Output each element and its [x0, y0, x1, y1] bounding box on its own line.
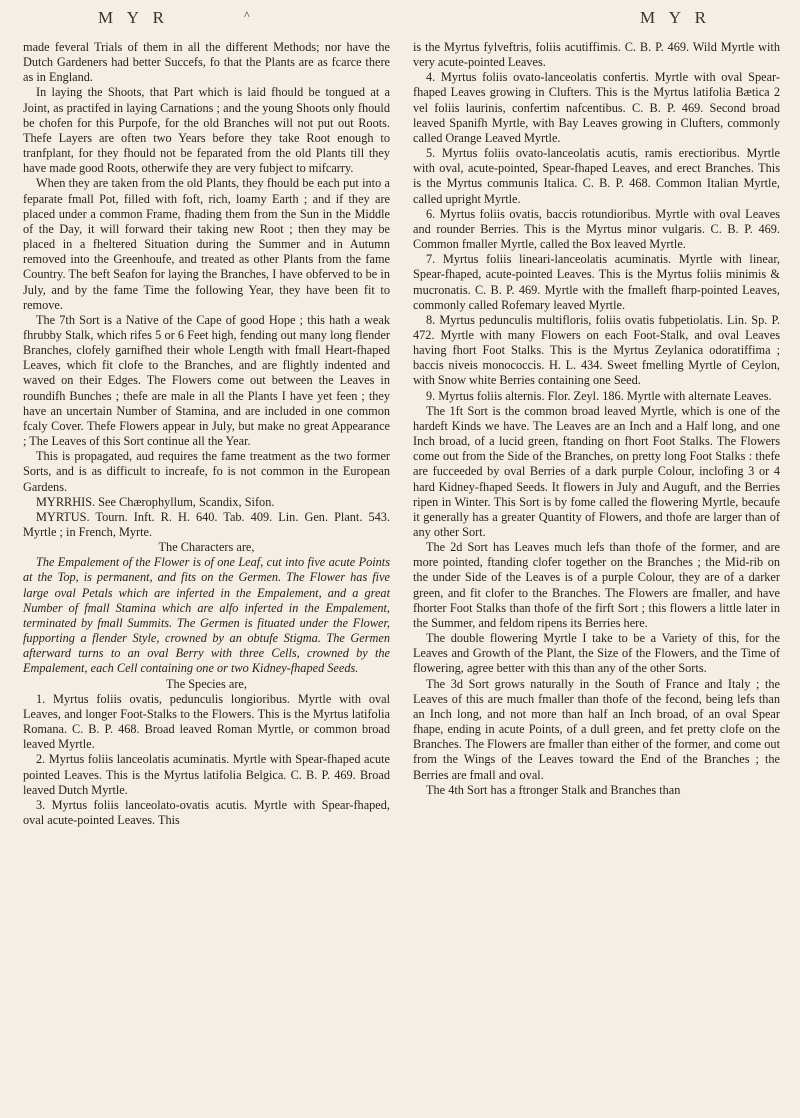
paragraph: The 1ft Sort is the common broad leaved Myrtle, which is one of the hardeft Kinds we have. The Leaves are an Inch and a Half long, and one Inch broad, of a lucid green, ftanding on fhort Foot Stalks. The Flowers come out from the Side of the Branches, on pretty long Foot Stalks : thefe are fucceeded by oval Berries of a dark purple Colour, inclofing 3 or 4 hard Kidney-fhaped Seeds. It flowers in July and Auguft, and the Berries ripen in Winter. This Sort is by fome called the flowering Myrtle, becaufe it generally has a greater Quantity of Flowers, and thofe are larger than of any other Sort. — [413, 403, 780, 539]
cross-reference-entry: MYRRHIS. See Chærophyllum, Scandix, Sifon. — [36, 494, 275, 509]
characters-description: The Empalement of the Flower is of one Leaf, cut into five acute Points at the Top, is permanent, and fits on the Germen. The Flower has five large oval Petals which are inferted in the Empalement, and a great Number of fmall Stamina which are alfo inferted in the Empalement, terminated by fmall Summits. The Germen is fituated under the Flower, fupporting a flender Style, crowned by an obtufe Stigma. The Germen afterward turns to an oval Berry with three Cells, crowned by the Empalement, each Cell containing one or two Kidney-fhaped Seeds. — [23, 555, 390, 676]
paragraph: When they are taken from the old Plants, they fhould be each put into a feparate fmall Pot, filled with foft, rich, loamy Earth ; and if they are placed under a common Frame, fhading them from the Sun in the Middle of the Day, it will forward their taking new Root ; then they may be placed in a fheltered Situation during the Summer and in Autumn removed into the Greenhoufe, and treated as other Plants from the fame Country. The beft Seafon for laying the Branches, I have obferved to be in July, and by the fame Time the following Year, they have been fit to remove. — [23, 176, 390, 312]
species-entry: 2. Myrtus foliis lanceolatis acuminatis. Myrtle with Spear-fhaped acute pointed Leaves. This is the Myrtus latifolia Belgica. C. B. P. 469. Broad leaved Dutch Myrtle. — [23, 752, 390, 797]
header-mark: ^ — [244, 8, 250, 22]
left-column — [23, 40, 390, 828]
species-entry: 5. Myrtus foliis ovato-lanceolatis acutis, ramis erectioribus. Myrtle with oval, acute-pointed, Spear-fhaped Leaves, and erect Branches. This is the Myrtus communis Italica. C. B. P. 468. Common Italian Myrtle, called upright Myrtle. — [413, 146, 780, 206]
species-entry: 9. Myrtus foliis alternis. Flor. Zeyl. 186. Myrtle with alternate Leaves. — [426, 388, 772, 403]
species-heading: The Species are, — [166, 676, 247, 691]
characters-heading: The Characters are, — [158, 540, 255, 555]
header-right-word: M Y R — [640, 8, 711, 27]
species-entry: 6. Myrtus foliis ovatis, baccis rotundioribus. Myrtle with oval Leaves and rounder Berries. This is the Myrtus minor vulgaris. C. B. P. 469. Common fmaller Myrtle, called the Box leaved Myrtle. — [413, 206, 780, 252]
right-column — [413, 40, 780, 798]
paragraph: The double flowering Myrtle I take to be a Variety of this, for the Leaves and Growth of the Plant, the Size of the Flowers, and the Time of flowering, agree better with this than any of the other Sorts. — [413, 631, 780, 676]
species-entry: 7. Myrtus foliis lineari-lanceolatis acuminatis. Myrtle with linear, Spear-fhaped, acute-pointed Leaves. This is the Myrtus foliis minimis & mucronatis. C. B. P. 469. Myrtle with the fmalleft fharp-pointed Leaves, commonly called Rofemary leaved Myrtle. — [413, 252, 780, 312]
species-entry: 1. Myrtus foliis ovatis, pedunculis longioribus. Myrtle with oval Leaves, and longer Foot-Stalks to the Flowers. This is the Myrtus latifolia Romana. C. B. P. 468. Broad leaved Roman Myrtle, or common broad leaved Myrtle. — [23, 691, 390, 752]
header-left-word: M Y R — [98, 8, 169, 27]
paragraph: This is propagated, aud requires the fame treatment as the two former Sorts, and is as difficult to increafe, fo is not common in the European Gardens. — [23, 449, 390, 494]
running-header — [0, 8, 800, 30]
species-entry: 8. Myrtus pedunculis multifloris, foliis ovatis fubpetiolatis. Lin. Sp. P. 472. Myrtle with many Flowers on each Foot-Stalk, and oval Leaves having fhort Foot Stalks. This is the Myrtus Zeylanica odoratiffima ; baccis niveis monococcis. H. L. 434. Sweet fmelling Myrtle of Ceylon, with Snow white Berries containing one Seed. — [413, 312, 780, 388]
paragraph: In laying the Shoots, that Part which is laid fhould be tongued at a Joint, as practifed in laying Carnations ; and the young Shoots only fhould be chofen for this Purpofe, for the old Branches will not put out Roots. Thefe Layers are often two Years before they take Root enough to tranfplant, for they fhould not be feparated from the old Plants till they have made good Roots, otherwife they are very fubject to mifcarry. — [23, 85, 390, 176]
species-entry: 3. Myrtus foliis lanceolato-ovatis acutis. Myrtle with Spear-fhaped, oval acute-pointed Leaves. This — [23, 797, 390, 827]
genus-heading-entry: MYRTUS. Tourn. Inft. R. H. 640. Tab. 409. Lin. Gen. Plant. 543. Myrtle ; in French, Myrte. — [23, 509, 390, 539]
species-entry: 4. Myrtus foliis ovato-lanceolatis confertis. Myrtle with oval Spear-fhaped Leaves growing in Clufters. This is the Myrtus latifolia Bætica 2 vel foliis laurinis, confertim nafcentibus. C. B. P. 469. Second broad leaved Spanifh Myrtle, with Bay Leaves growing in Clufters, commonly called Orange Leaved Myrtle. — [413, 70, 780, 145]
paragraph: is the Myrtus fylveftris, foliis acutiffimis. C. B. P. 469. Wild Myrtle with very acute-pointed Leaves. — [413, 40, 780, 70]
paragraph: The 7th Sort is a Native of the Cape of good Hope ; this hath a weak fhrubby Stalk, which rifes 5 or 6 Feet high, fending out many long flender Branches, clofely garnifhed their whole Length with fmall Heart-fhaped Leaves, which fit clofe to the Branches, and are flightly indented and waved on their Edges. The Flowers come out between the Leaves in roundifh Bunches ; thefe are male in all the Plants I have yet feen ; they have an uncertain Number of Stamina, and are included in one common fcaly Cover. Thefe Flowers appear in July, but make no great Appearance ; The Leaves of this Sort continue all the Year. — [23, 312, 390, 449]
paragraph: The 4th Sort has a ftronger Stalk and Branches than — [426, 782, 681, 797]
paragraph: The 2d Sort has Leaves much lefs than thofe of the former, and are more pointed, ftanding clofer together on the Branches ; the Mid-rib on the under Side of the Leaves is of a purple Colour, they are of a darker green, and fit clofer to the Branches. The Flowers are fmaller, and have fhorter Foot Stalks than thofe of the firft Sort ; this flowers a little later in the Summer, and feldom ripens its Berries here. — [413, 540, 780, 630]
paragraph: made feveral Trials of them in all the different Methods; nor have the Dutch Gardeners had better Succefs, fo that the Plants are as fcarce there as in England. — [23, 40, 390, 85]
paragraph: The 3d Sort grows naturally in the South of France and Italy ; the Leaves of this are much fmaller than thofe of the fecond, being lefs than an Inch long, and not more than half an Inch broad, of an oval Spear fhape, ending in acute Points, of a dull green, and fet pretty clofe on the Branches. The Flowers are fmaller than either of the former, and come out from the Wings of the Leaves toward the End of the Branches ; the Berries are fmall and oval. — [413, 676, 780, 782]
